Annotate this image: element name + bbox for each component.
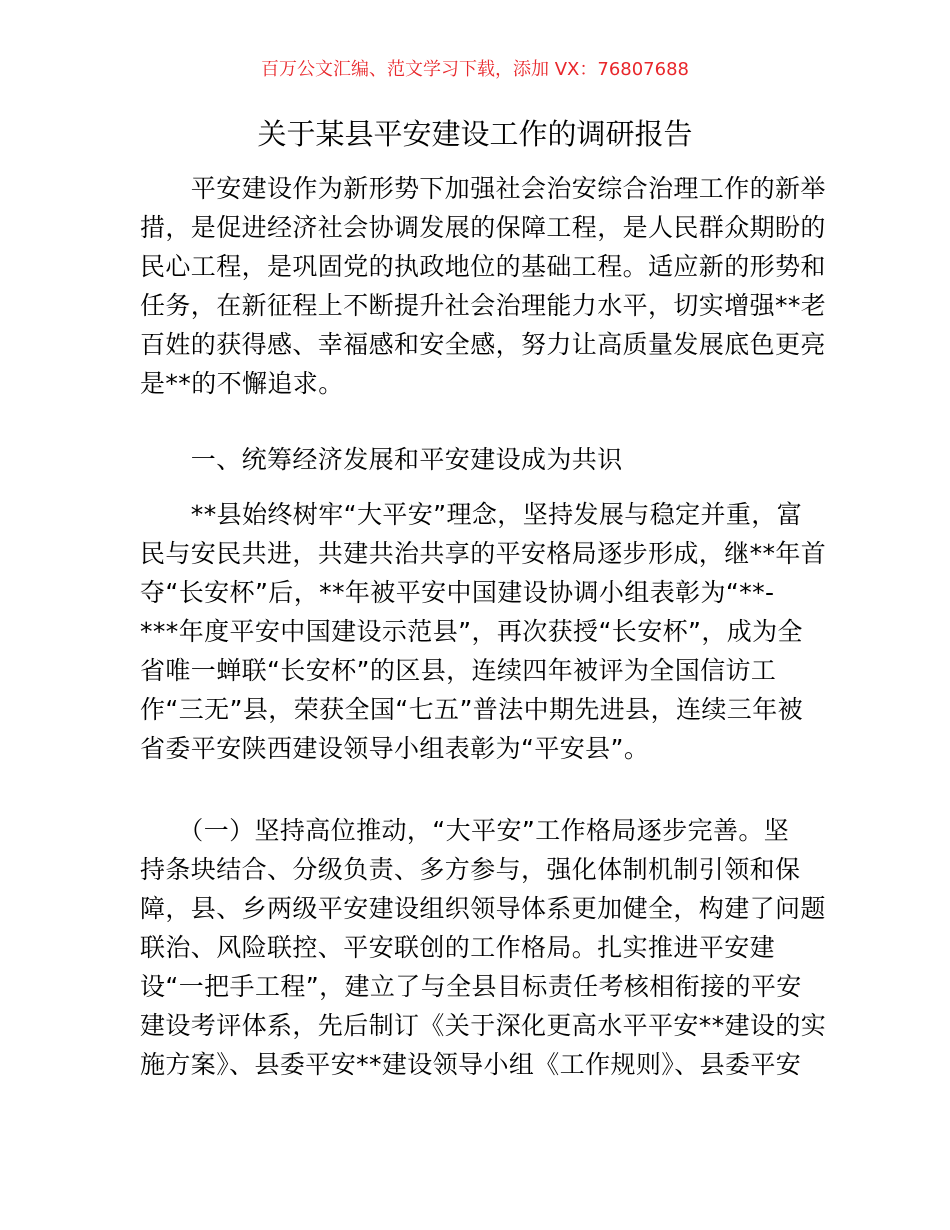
paragraph-line: 措，是促进经济社会协调发展的保障工程，是人民群众期盼的 [140, 213, 826, 242]
paragraph-line: 持条块结合、分级负责、多方参与，强化体制机制引领和保 [140, 855, 801, 884]
paragraph-line: 联治、风险联控、平安联创的工作格局。扎实推进平安建 [140, 933, 776, 962]
section-heading [140, 440, 820, 479]
paragraph-line: 省唯一蝉联“长安杯”的区县，连续四年被评为全国信访工 [140, 656, 777, 685]
section-body-paragraph [140, 495, 827, 768]
paragraph-line: ***年度平安中国建设示范县”，再次获授“长安杯”，成为全 [140, 617, 803, 646]
paragraph-line: 施方案》、县委平安**建设领导小组《工作规则》、县委平安 [140, 1050, 802, 1079]
document-title: 关于某县平安建设工作的调研报告 [257, 117, 693, 151]
paragraph-line: 夺“长安杯”后，**年被平安中国建设协调小组表彰为“**- [140, 578, 775, 607]
paragraph-line: 百姓的获得感、幸福感和安全感，努力让高质量发展底色更亮 [140, 330, 826, 359]
paragraph-line: 省委平安陕西建设领导小组表彰为“平安县”。 [140, 734, 650, 763]
intro-paragraph [140, 169, 827, 403]
paragraph-line: 民心工程，是巩固党的执政地位的基础工程。适应新的形势和 [140, 252, 826, 281]
paragraph-line: 建设考评体系，先后制订《关于深化更高水平平安**建设的实 [140, 1011, 827, 1040]
paragraph-line: 任务，在新征程上不断提升社会治理能力水平，切实增强**老 [140, 291, 827, 320]
paragraph-line: 作“三无”县，荣获全国“七五”普法中期先进县，连续三年被 [140, 695, 804, 724]
paragraph-line: 民与安民共进，共建共治共享的平安格局逐步形成，继**年首 [140, 539, 827, 568]
section-heading-text: 一、统筹经济发展和平安建设成为共识 [140, 445, 623, 474]
paragraph-line: 是**的不懈追求。 [140, 369, 344, 398]
paragraph-line: **县始终树牢“大平安”理念，坚持发展与稳定并重，富 [140, 500, 803, 529]
paragraph-line: 设“一把手工程”，建立了与全县目标责任考核相衔接的平安 [140, 972, 802, 1001]
paragraph-line: （一）坚持高位推动，“大平安”工作格局逐步完善。坚 [140, 816, 790, 845]
paragraph-line: 平安建设作为新形势下加强社会治安综合治理工作的新举 [140, 174, 826, 203]
paragraph-line: 障，县、乡两级平安建设组织领导体系更加健全，构建了问题 [140, 894, 826, 923]
header-watermark-note: 百万公文汇编、范文学习下载，添加 VX：76807688 [261, 59, 689, 80]
subsection-paragraph [140, 811, 827, 1084]
